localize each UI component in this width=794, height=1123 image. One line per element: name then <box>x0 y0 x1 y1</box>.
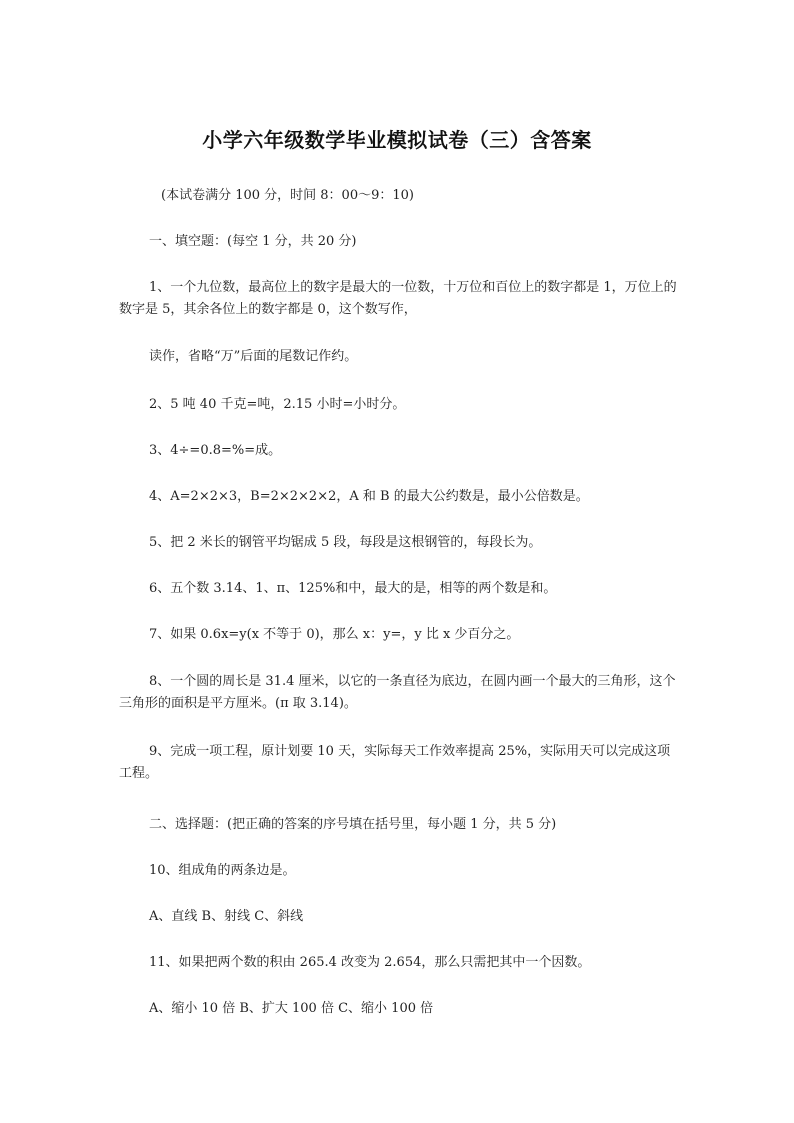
exam-note: (本试卷满分 100 分，时间 8：00～9：10) <box>161 188 414 203</box>
question-10-options: A、直线 B、射线 C、斜线 <box>149 909 304 924</box>
question-3: 3、4÷=0.8=%=成。 <box>149 443 282 458</box>
section-heading-multiple-choice: 二、选择题：(把正确的答案的序号填在括号里，每小题 1 分，共 5 分) <box>149 817 557 832</box>
question-2: 2、5 吨 40 千克=吨，2.15 小时=小时分。 <box>149 397 406 412</box>
page-title: 小学六年级数学毕业模拟试卷（三）含答案 <box>202 128 592 152</box>
question-4: 4、A=2×2×3，B=2×2×2×2，A 和 B 的最大公约数是，最小公倍数是。 <box>149 489 589 504</box>
question-5: 5、把 2 米长的钢管平均锯成 5 段，每段是这根钢管的，每段长为。 <box>149 535 542 550</box>
question-10: 10、组成角的两条边是。 <box>149 863 296 878</box>
question-8: 8、一个圆的周长是 31.4 厘米，以它的一条直径为底边，在圆内画一个最大的三角形，这个三角形的面积是平方厘米。(π 取 3.14)。 <box>119 674 676 711</box>
question-1-continued: 读作，省略“万”后面的尾数记作约。 <box>149 349 358 364</box>
section-heading-fill-in: 一、填空题：(每空 1 分，共 20 分) <box>149 234 357 249</box>
question-7: 7、如果 0.6x=y(x 不等于 0)，那么 x：y=，y 比 x 少百分之。 <box>149 627 520 642</box>
question-11: 11、如果把两个数的积由 265.4 改变为 2.654，那么只需把其中一个因数。 <box>149 955 591 970</box>
question-1: 1、一个九位数，最高位上的数字是最大的一位数，十万位和百位上的数字都是 1，万位上的数字是 5，其余各位上的数字都是 0，这个数写作， <box>119 280 677 317</box>
question-11-options: A、缩小 10 倍 B、扩大 100 倍 C、缩小 100 倍 <box>149 1001 434 1016</box>
question-9: 9、完成一项工程，原计划要 10 天，实际每天工作效率提高 25%，实际用天可以完成这项工程。 <box>119 744 671 781</box>
question-6: 6、五个数 3.14、1、π、125%和中，最大的是，相等的两个数是和。 <box>149 581 557 596</box>
